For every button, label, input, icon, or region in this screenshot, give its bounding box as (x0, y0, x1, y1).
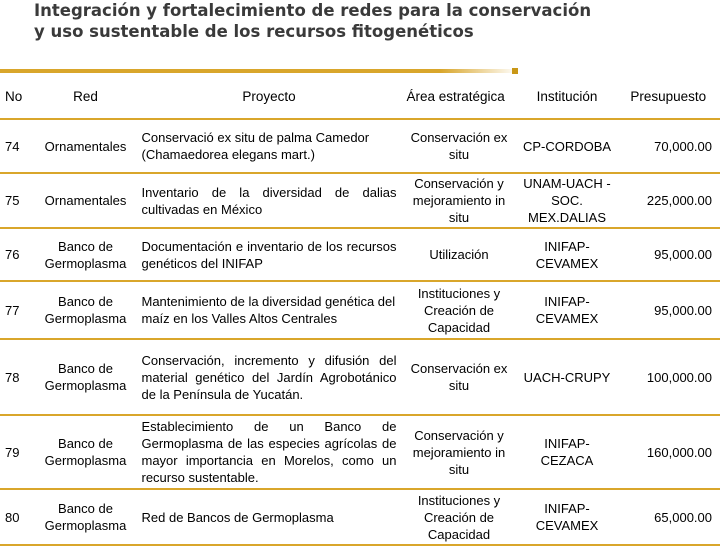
col-header-no: No (5, 88, 23, 104)
cell-no: 76 (5, 247, 20, 262)
table-row (0, 281, 720, 339)
cell-red: Banco de Germoplasma (33, 281, 138, 339)
cell-presupuesto: 225,000.00 (616, 173, 720, 228)
cell-no: 79 (5, 444, 20, 460)
cell-presupuesto: 65,000.00 (616, 489, 720, 545)
cell-institucion: UACH-CRUPY (518, 339, 616, 415)
cell-red: Ornamentales (33, 173, 138, 228)
table-row (0, 119, 720, 173)
cell-presupuesto: 160,000.00 (616, 415, 720, 489)
cell-area: Conservación y mejoramiento in situ (400, 173, 518, 228)
cell-proyecto: Mantenimiento de la diversidad genética del maíz en los Valles Altos Centrales (138, 281, 400, 339)
cell-area: Conservación ex situ (400, 119, 518, 173)
cell-no: 74 (5, 138, 20, 154)
cell-institucion: UNAM-UACH - SOC. MEX.DALIAS (518, 173, 616, 228)
col-header-proyecto: Proyecto (138, 74, 400, 119)
cell-area: Instituciones y Creación de Capacidad (400, 489, 518, 545)
cell-red: Banco de Germoplasma (33, 489, 138, 545)
cell-red: Banco de Germoplasma (33, 339, 138, 415)
cell-red: Banco de Germoplasma (33, 415, 138, 489)
cell-no: 80 (5, 509, 20, 525)
cell-presupuesto: 70,000.00 (616, 119, 720, 173)
table-row (0, 339, 720, 415)
title-divider (0, 69, 518, 73)
cell-area: Utilización (400, 228, 518, 281)
cell-institucion: INIFAP-CEZACA (518, 415, 616, 489)
cell-proyecto: Red de Bancos de Germoplasma (138, 489, 400, 545)
cell-area: Instituciones y Creación de Capacidad (400, 281, 518, 339)
table-row (0, 489, 720, 545)
cell-red: Ornamentales (33, 119, 138, 173)
page-title: Integración y fortalecimiento de redes para la conservación y uso sustentable de los recursos fitogenéticos (34, 1, 592, 41)
table-header-row (0, 74, 720, 119)
cell-no: 75 (5, 193, 20, 208)
col-header-presupuesto: Presupuesto (616, 74, 720, 119)
cell-institucion: INIFAP-CEVAMEX (518, 228, 616, 281)
cell-no: 77 (5, 302, 20, 318)
cell-presupuesto: 95,000.00 (616, 228, 720, 281)
table-row (0, 415, 720, 489)
cell-proyecto: Conservación, incremento y difusión del material genético del Jardín Agrobotánico de la Península de Yucatán. (138, 339, 400, 415)
cell-proyecto: Establecimiento de un Banco de Germoplasma de las especies agrícolas de mayor importancia en Morelos, como un recurso sustentable. (138, 415, 400, 489)
cell-proyecto: Inventario de la diversidad de dalias cultivadas en México (138, 173, 400, 228)
col-header-red: Red (33, 74, 138, 119)
cell-no: 78 (5, 369, 20, 385)
cell-red: Banco de Germoplasma (33, 228, 138, 281)
cell-proyecto: Conservació ex situ de palma Camedor (Chamaedorea elegans mart.) (138, 119, 400, 173)
cell-institucion: INIFAP-CEVAMEX (518, 489, 616, 545)
cell-presupuesto: 100,000.00 (616, 339, 720, 415)
cell-area: Conservación y mejoramiento in situ (400, 415, 518, 489)
cell-institucion: INIFAP-CEVAMEX (518, 281, 616, 339)
cell-proyecto: Documentación e inventario de los recursos genéticos del INIFAP (138, 228, 400, 281)
col-header-area: Área estratégica (400, 74, 518, 119)
projects-table (0, 74, 720, 546)
table-row (0, 173, 720, 228)
col-header-institucion: Institución (518, 74, 616, 119)
table-row (0, 228, 720, 281)
cell-presupuesto: 95,000.00 (616, 281, 720, 339)
cell-area: Conservación ex situ (400, 339, 518, 415)
cell-institucion: CP-CORDOBA (518, 119, 616, 173)
